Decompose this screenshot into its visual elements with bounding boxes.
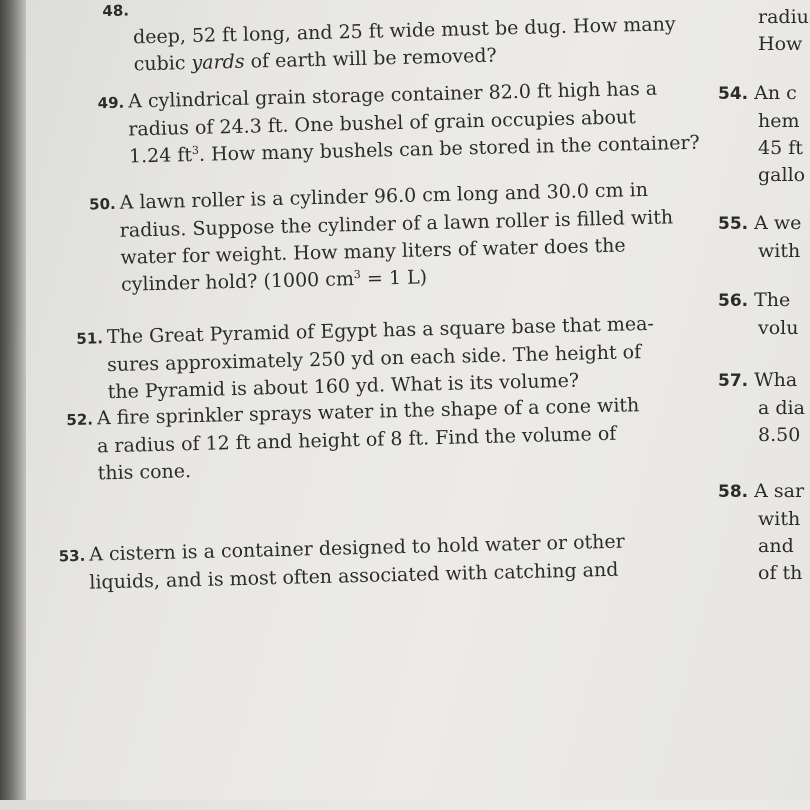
problem-48 [102, 0, 677, 78]
problem-50: 50. A lawn roller is a cylinder 96.0 cm long and 30.0 cm in radius. Suppose the cylinder of a lawn roller is filled with water for weight. How many liters of water does the cylinder hold? (1000 $cm^3 = 1$ L) [119, 176, 675, 298]
problem-line: deep, 52 ft long, and 25 ft wide must be dug. How many [132, 13, 676, 49]
problem-line: the Pyramid is about 160 yd. What is its volume? [107, 369, 580, 404]
problem-number: 51. [76, 329, 104, 348]
problem-49: 49. A cylindrical grain storage container 82.0 ft high has a radius of 24.3 ft. One bushel of grain occupies about 1.24 $ft^3$. How many bushels can be stored in the container? [127, 75, 700, 171]
problem-51: 51. The Great Pyramid of Egypt has a square base that mea- sures approximately 250 yd on each side. The height of the Pyramid is about 160 yd. What is its volume? [106, 311, 655, 406]
right-column: radiu How [758, 6, 809, 55]
problem-number: 50. [88, 194, 116, 214]
problem-53: 53. A cistern is a container designed to hold water or other liquids, and is most often associated with catching and [88, 529, 625, 597]
problem-line: 1.24 $ft^3$. How many bushels can be stored in the container? [128, 131, 700, 168]
problem-line: cylinder hold? (1000 $cm^3 = 1$ L) [120, 266, 428, 296]
right-column-problem-56: 56. The volu [718, 289, 799, 339]
problem-line: cubic yards of earth will be removed? [133, 44, 497, 76]
problem-line: this cone. [97, 460, 192, 485]
problem-line: liquids, and is most often associated with catching and [89, 558, 619, 594]
problem-line: a radius of 12 ft and height of 8 ft. Find the volume of [96, 422, 617, 458]
right-column-problem-57: 57. Wha a dia 8.50 [718, 369, 805, 446]
problem-number: 53. [58, 546, 86, 566]
problem-line: water for weight. How many liters of water does the [120, 234, 626, 269]
problem-number: 52. [66, 410, 94, 430]
book-spine-shadow [0, 0, 26, 800]
right-column-problem-54: 54. An c hem 45 ft gallo [718, 82, 806, 186]
problem-number: 48. [102, 1, 130, 21]
problem-number: 49. [97, 93, 125, 113]
problem-line: sures approximately 250 yd on each side. The height of [106, 341, 642, 377]
problem-52: 52. A fire sprinkler sprays water in the shape of a cone with a radius of 12 ft and height of 8 ft. Find the volume of this cone. [96, 392, 641, 487]
problem-line: radius. Suppose the cylinder of a lawn roller is filled with [119, 206, 674, 242]
right-column-problem-55: 55. A we with [718, 212, 802, 262]
right-column-problem-58: 58. A sar with and of th [718, 480, 805, 584]
problem-line: radius of 24.3 ft. One bushel of grain occupies about [128, 106, 637, 141]
